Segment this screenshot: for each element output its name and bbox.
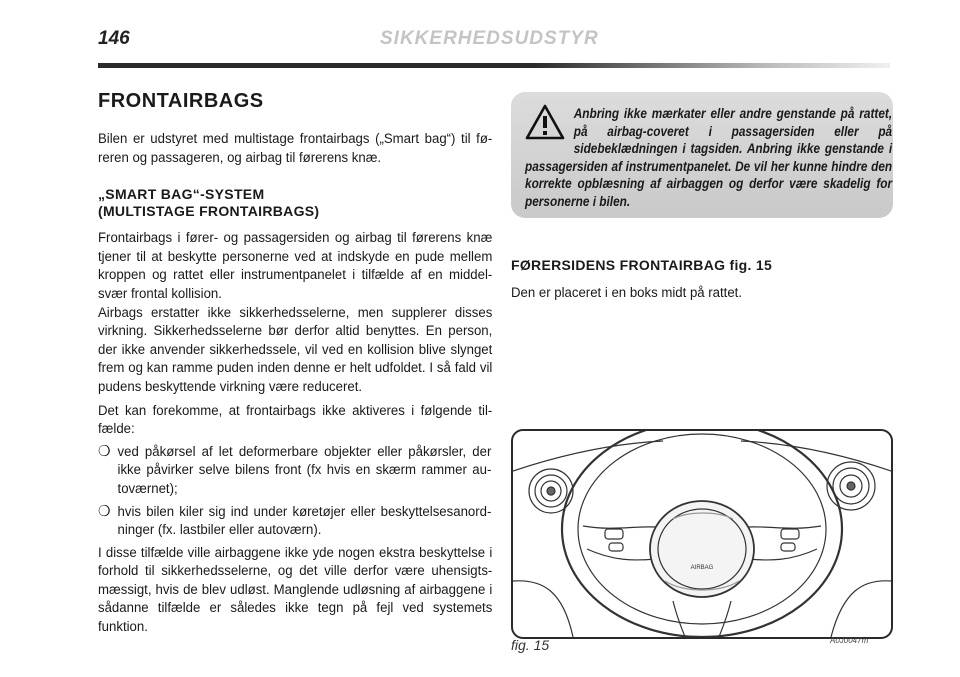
subheading-line-1: „SMART BAG“-SYSTEM [98,186,265,203]
subheading-line-2: (MULTISTAGE FRONTAIRBAGS) [98,203,320,220]
figure-code: A0J0047m [830,636,869,645]
bullet-text: hvis bilen kiler sig ind under køretøjer eller beskyttelsesanordninger (fx. lastbiler eller autoværn). [117,503,492,539]
steering-wheel-illustration [511,429,893,639]
list-item [98,503,491,540]
intro-paragraph: Bilen er udstyret med multistage frontairbags („Smart bag“) til føreren og passageren, og airbag til førerens knæ. [98,131,493,166]
warning-text: Anbring ikke mærkater eller andre genstande på rattet, på airbag-coveret i passagersiden eller på sidebeklædningen i tagsiden. Anbring ikke genstande i passagersiden af instrumentpanelet. De vil her kunne hindre den korrekte opblæsning af airbaggen og derfor være skadelig for personerne i bilen. [525,106,893,209]
driver-airbag-subheading: FØRERSIDENS FRONTAIRBAG fig. 15 [511,257,773,273]
smart-bag-subheading [98,186,492,220]
running-head: SIKKERHEDSUDSTYR [380,28,599,49]
paragraph-3: Det kan forekomme, at frontairbags ikke aktiveres i følgende tilfælde: [98,402,493,438]
paragraph-2: Airbags erstatter ikke sikkerhedsselerne, men supplerer disses virkning. Sikkerhedsselerne bør derfor altid benyttes. En person, der ikke anvender sikkerhedssele, vil ved en kollision blive slynget frem og kan ramme puden inden denne er helt udfoldet. I så fald vil pudens beskyttende virkning være reduceret. [98,304,493,395]
bullet-text: ved påkørsel af let deformerbare objekter eller påkørsler, der ikke påvirker selve bilens front (fx hvis en skærm rammer autoværnet); [117,443,492,497]
warning-box [511,92,893,218]
paragraph-1: Frontairbags i fører- og passagersiden og airbag til førerens knæ tjener til at beskytte personerne ved at indskyde en pude mellem kroppen og rattet eller instrumentpanelet i tilfælde af en middelsvær frontal kollision. [98,230,493,302]
page-number: 146 [98,28,130,49]
warning-text-block [525,105,892,211]
airbag-label: AIRBAG [690,565,714,571]
section-title: FRONTAIRBAGS [98,90,264,112]
left-column [98,90,492,637]
list-item [98,443,491,499]
bullet-circle-icon: ❍ [98,442,111,460]
bullet-circle-icon: ❍ [98,502,111,520]
steering-wheel-drawing [513,431,891,637]
bullet-list [98,443,492,540]
figure-caption: fig. 15 [511,637,550,653]
driver-airbag-body: Den er placeret i en boks midt på rattet. [511,285,743,301]
header-rule [98,63,890,68]
paragraph-4: I disse tilfælde ville airbaggene ikke yde nogen ekstra beskyttelse i forhold til sikkerhedsselerne, og det ville derfor være uhensigtsmæssigt, hvis de blev udløst. Manglende udløsning af airbaggene i sådanne tilfælde er således ikke tegn på fejl ved systemets funktion. [98,544,493,636]
